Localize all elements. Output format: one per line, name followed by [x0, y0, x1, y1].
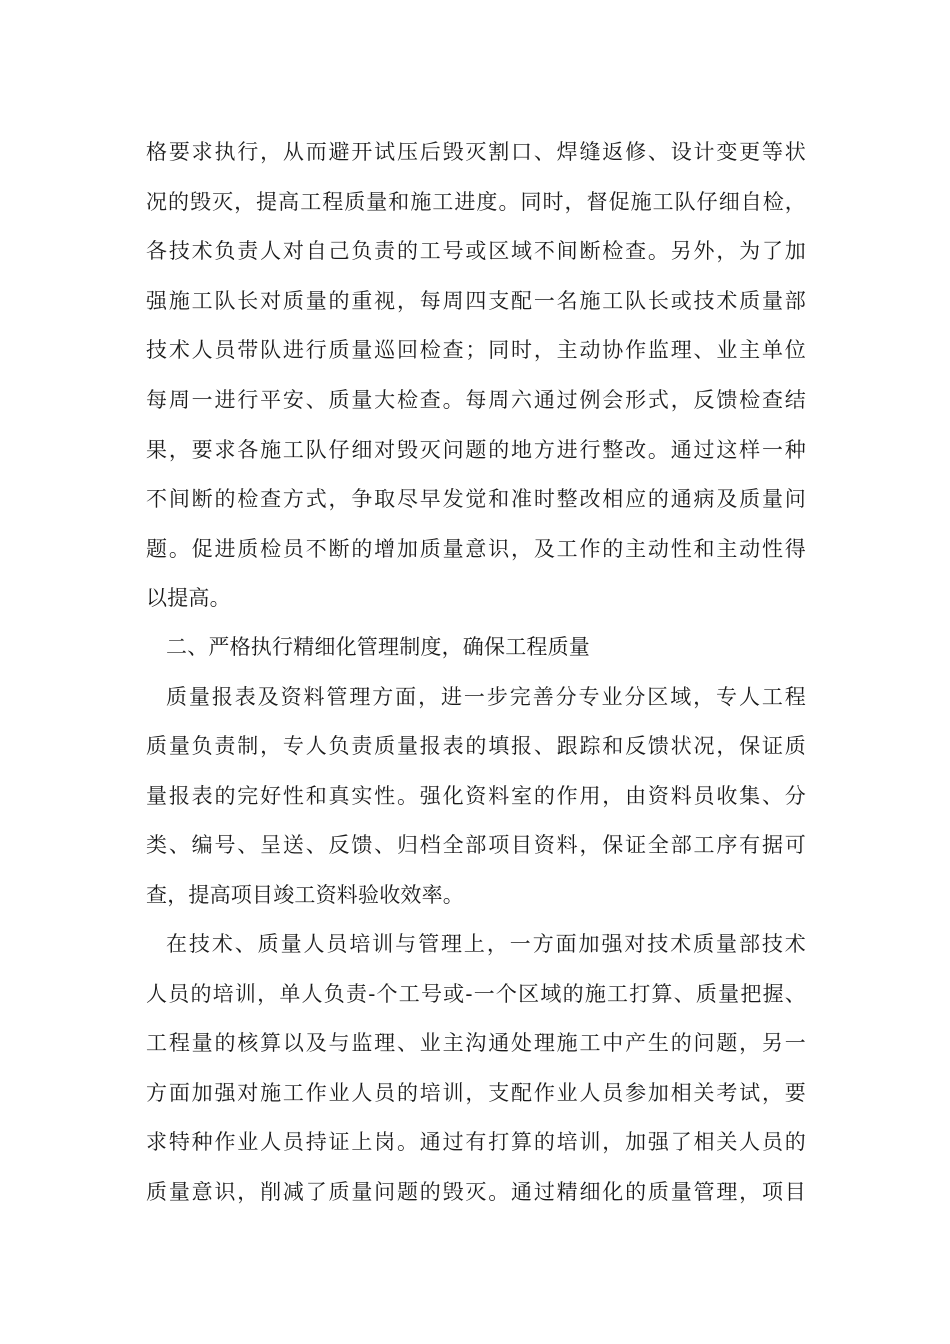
body-text-line: 不间断的检查方式，争取尽早发觉和准时整改相应的通病及质量问 [146, 487, 806, 511]
body-text-line: 质量报表及资料管理方面，进一步完善分专业分区域，专人工程 [166, 685, 806, 709]
body-text-line: 求特种作业人员持证上岗。通过有打算的培训，加强了相关人员的 [146, 1130, 806, 1154]
body-text-line: 质量意识，削减了质量问题的毁灭。通过精细化的质量管理，项目 [146, 1180, 806, 1204]
body-text-line: 量报表的完好性和真实性。强化资料室的作用，由资料员收集、分 [146, 784, 806, 808]
body-text-line: 每周一进行平安、质量大检查。每周六通过例会形式，反馈检查结 [146, 388, 806, 412]
body-text-line: 人员的培训，单人负责-个工号或-一个区域的施工打算、质量把握、 [146, 982, 806, 1006]
body-text-line: 类、编号、呈送、反馈、归档全部项目资料，保证全部工序有据可 [146, 833, 806, 857]
body-text-line: 题。促进质检员不断的增加质量意识，及工作的主动性和主动性得 [146, 537, 806, 561]
body-text-line: 果，要求各施工队仔细对毁灭问题的地方进行整改。通过这样一种 [146, 438, 806, 462]
body-text-line: 工程量的核算以及与监理、业主沟通处理施工中产生的问题，另一 [146, 1031, 806, 1055]
body-text-line: 况的毁灭，提高工程质量和施工进度。同时，督促施工队仔细自检， [146, 190, 806, 214]
body-text-line: 技术人员带队进行质量巡回检查；同时，主动协作监理、业主单位 [146, 338, 806, 362]
section-heading: 二、严格执行精细化管理制度，确保工程质量 [166, 635, 590, 659]
body-text-line: 在技术、质量人员培训与管理上，一方面加强对技术质量部技术 [166, 932, 806, 956]
body-text-line: 以提高。 [146, 586, 231, 610]
body-text-line: 方面加强对施工作业人员的培训，支配作业人员参加相关考试，要 [146, 1081, 806, 1105]
body-text-line: 查，提高项目竣工资料验收效率。 [146, 883, 464, 907]
body-text-line: 质量负责制，专人负责质量报表的填报、跟踪和反馈状况，保证质 [146, 734, 806, 758]
body-text-line: 各技术负责人对自己负责的工号或区域不间断检查。另外，为了加 [146, 239, 806, 263]
body-text-line: 强施工队长对质量的重视，每周四支配一名施工队长或技术质量部 [146, 289, 806, 313]
body-text-line: 格要求执行，从而避开试压后毁灭割口、焊缝返修、设计变更等状 [146, 140, 806, 164]
